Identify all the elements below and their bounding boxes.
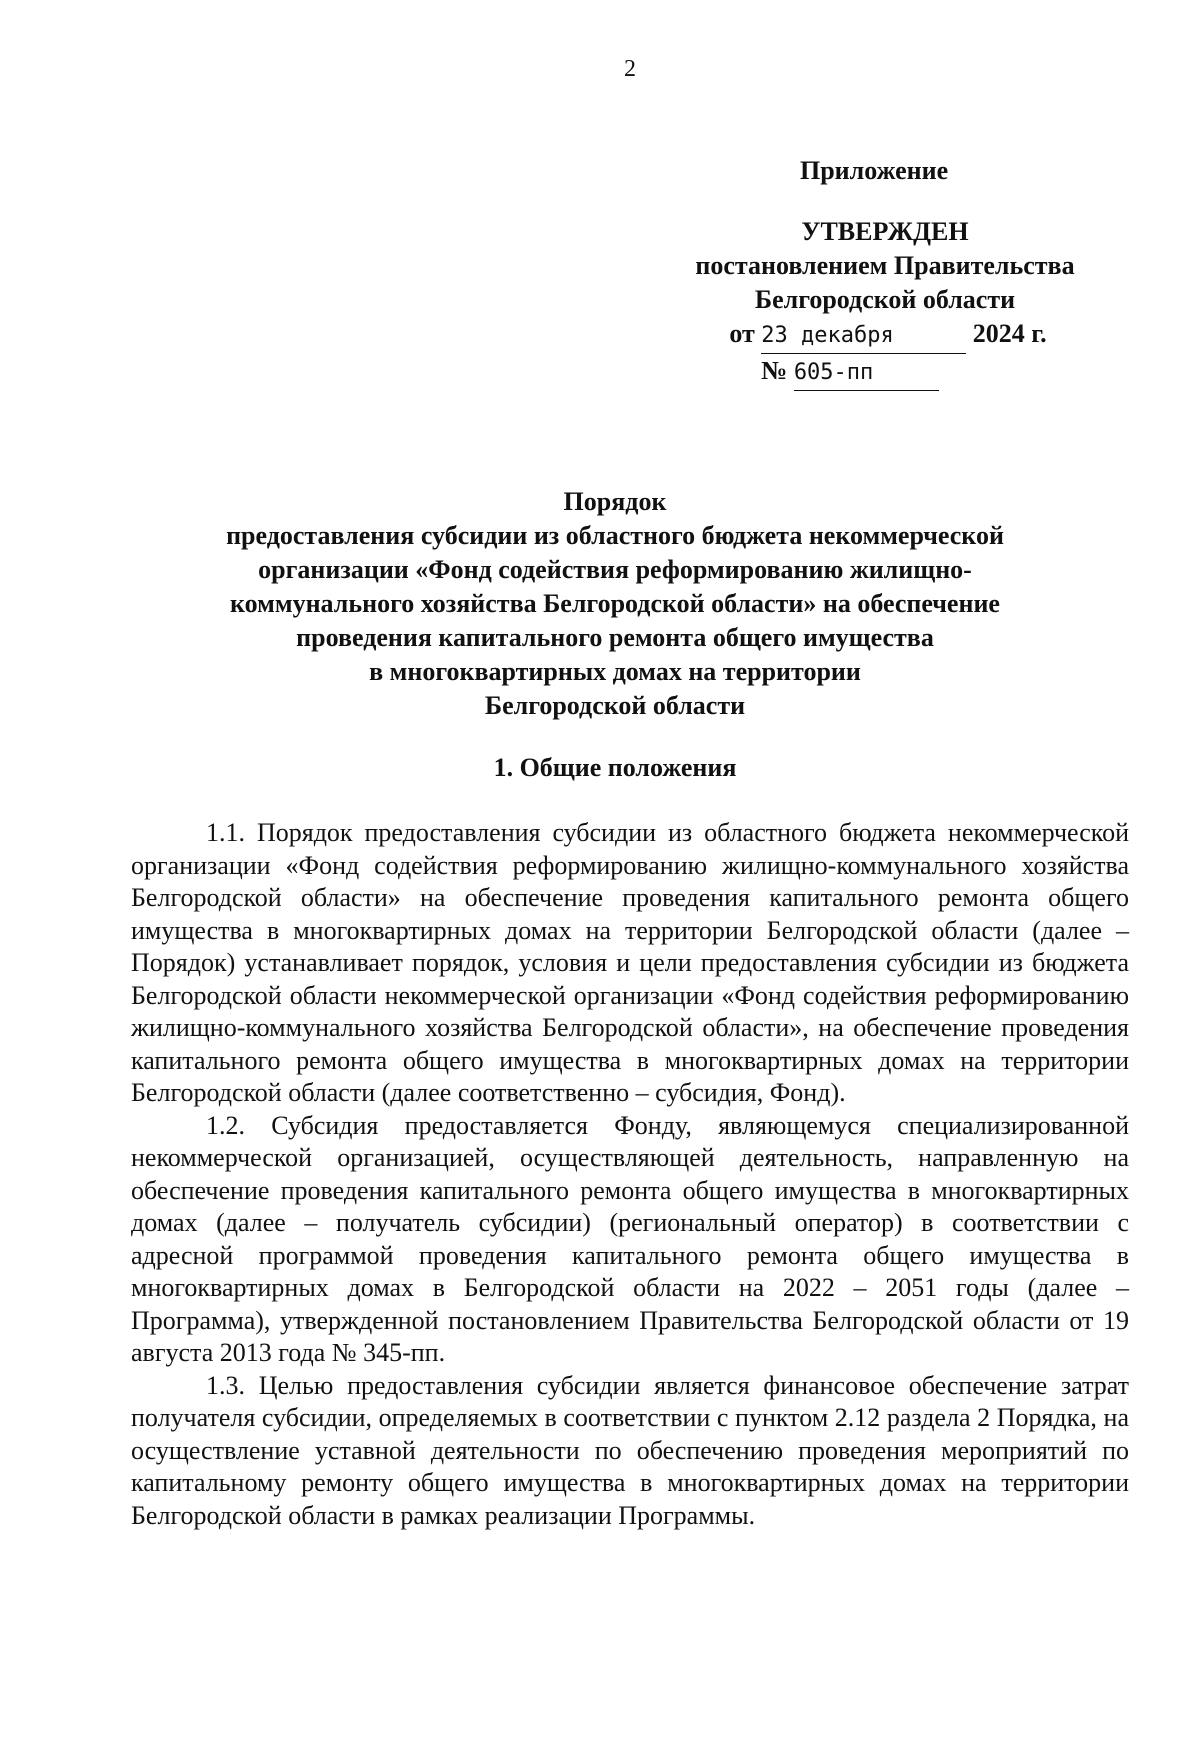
- appendix-label: Приложение: [800, 156, 949, 185]
- title-line: предоставления субсидии из областного бюджета некоммерческой: [226, 521, 1004, 550]
- approval-block: [660, 215, 1110, 391]
- document-title: [150, 485, 1080, 723]
- title-line: коммунального хозяйства Белгородской области» на обеспечение: [230, 589, 1000, 618]
- date-prefix: от: [729, 319, 755, 348]
- title-line: Белгородской области: [484, 691, 746, 720]
- date-suffix: 2024 г.: [972, 319, 1047, 348]
- paragraph-1-1: 1.1. Порядок предоставления субсидии из областного бюджета некоммерческой организации «Фонд содействия реформированию жилищно-коммунального хозяйства Белгородской области» на обеспечение проведения капитального ремонта общего имущества в многоквартирных домах на территории Белгородской области (далее – Порядок) устанавливает порядок, условия и цели предоставления субсидии из бюджета Белгородской области некоммерческой организации «Фонд содействия реформированию жилищно-коммунального хозяйства Белгородской области», на обеспечение проведения капитального ремонта общего имущества в многоквартирных домах на территории Белгородской области (далее соответственно – субсидия, Фонд).: [131, 818, 1129, 1107]
- number-prefix: №: [761, 356, 788, 385]
- page-number: 2: [624, 56, 636, 82]
- number-value: 605-пп: [794, 356, 939, 391]
- paragraph-1-3: 1.3. Целью предоставления субсидии является финансовое обеспечение затрат получателя субсидии, определяемых в соответствии с пунктом 2.12 раздела 2 Порядка, на осуществление уставной деятельности по обеспечению проведения мероприятий по капитальному ремонту общего имущества в многоквартирных домах на территории Белгородской области в рамках реализации Программы.: [131, 1370, 1129, 1530]
- section-body: [131, 817, 1129, 1532]
- title-line: организации «Фонд содействия реформированию жилищно-: [258, 555, 972, 584]
- paragraph-1-2: 1.2. Субсидия предоставляется Фонду, являющемуся специализированной некоммерческой организацией, осуществляющей деятельность, направленную на обеспечение проведения капитального ремонта общего имущества в многоквартирных домах (далее – получатель субсидии) (региональный оператор) в соответствии с адресной программой проведения капитального ремонта общего имущества в многоквартирных домах в Белгородской области на 2022 – 2051 годы (далее – Программа), утвержденной постановлением Правительства Белгородской области от 19 августа 2013 года № 345-пп.: [131, 1110, 1129, 1367]
- approval-title: УТВЕРЖДЕН: [801, 217, 969, 246]
- approval-number-line: [660, 354, 1110, 391]
- date-value: 23 декабря: [761, 319, 966, 354]
- approval-line-1: постановлением Правительства: [695, 251, 1075, 280]
- title-line: проведения капитального ремонта общего имущества: [296, 623, 934, 652]
- approval-line-2: Белгородской области: [754, 285, 1016, 314]
- title-heading: Порядок: [563, 487, 667, 516]
- section-heading: 1. Общие положения: [493, 753, 737, 782]
- title-line: в многоквартирных домах на территории: [369, 657, 861, 686]
- approval-date-line: [660, 317, 1110, 354]
